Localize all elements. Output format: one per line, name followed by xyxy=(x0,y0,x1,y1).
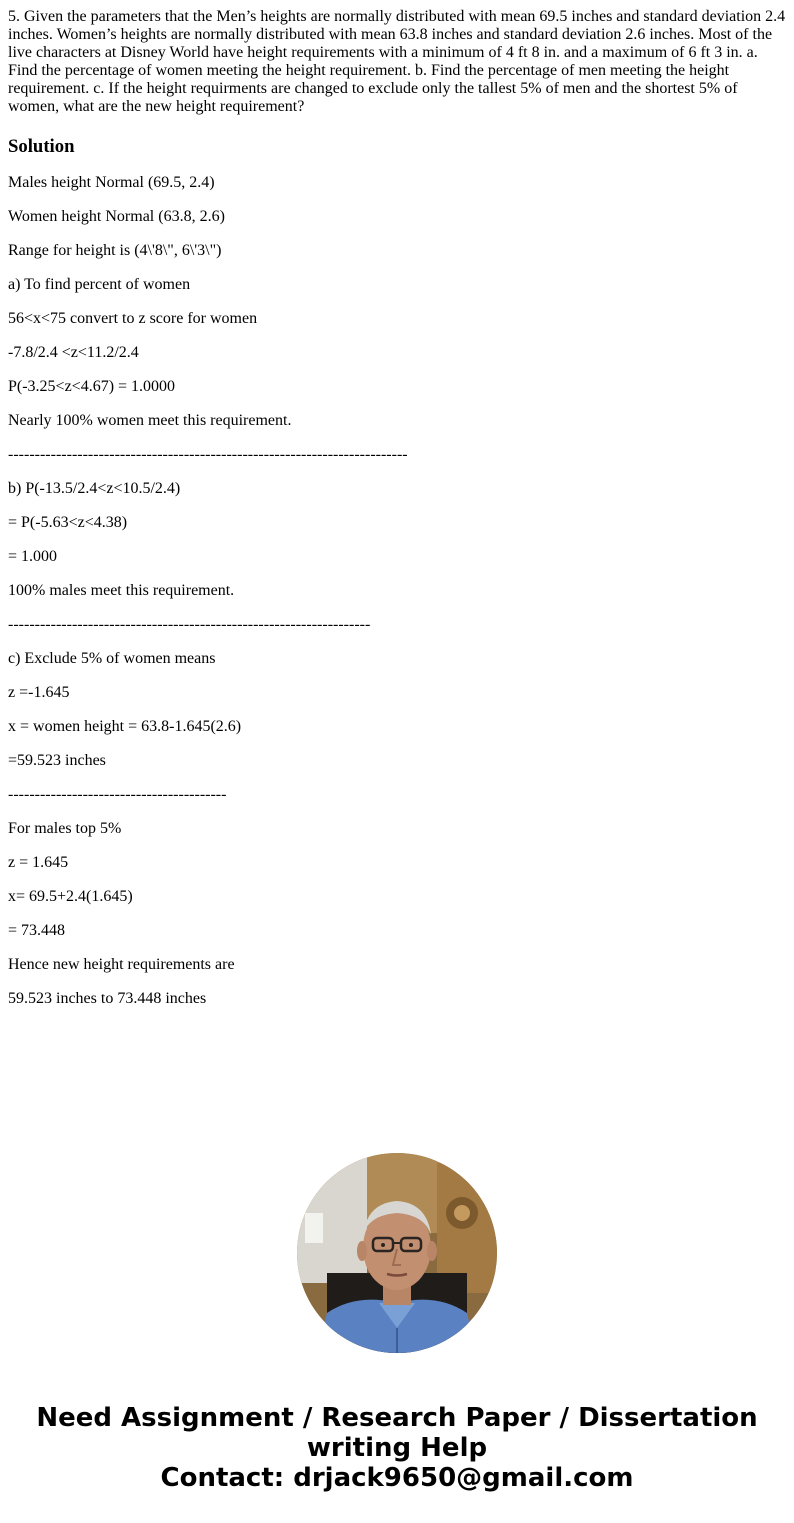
solution-lines xyxy=(8,174,788,1008)
solution-line: a) To find percent of women xyxy=(8,276,191,293)
solution-line: Males height Normal (69.5, 2.4) xyxy=(8,174,215,191)
solution-line: c) Exclude 5% of women means xyxy=(8,650,216,667)
solution-line: P(-3.25<z<4.67) = 1.0000 xyxy=(8,378,176,395)
solution-line: z =-1.645 xyxy=(8,684,70,701)
solution-line: Women height Normal (63.8, 2.6) xyxy=(8,208,225,225)
promo-contact: Contact: drjack9650@gmail.com xyxy=(160,1463,634,1493)
solution-line: For males top 5% xyxy=(8,820,122,837)
solution-line: -7.8/2.4 <z<11.2/2.4 xyxy=(8,344,139,361)
solution-line: =59.523 inches xyxy=(8,752,106,769)
solution-line: = 73.448 xyxy=(8,922,66,939)
solution-line: x = women height = 63.8-1.645(2.6) xyxy=(8,718,242,735)
promo-footer xyxy=(0,1403,794,1493)
promo-line-2: writing Help xyxy=(306,1433,488,1463)
solution-line: Range for height is (4\'8\", 6\'3\") xyxy=(8,242,222,259)
document-body xyxy=(8,8,788,1024)
solution-line: = 1.000 xyxy=(8,548,58,565)
promo-line-1: Need Assignment / Research Paper / Dissertation xyxy=(36,1403,758,1433)
tutor-portrait-image xyxy=(297,1153,497,1353)
solution-line: x= 69.5+2.4(1.645) xyxy=(8,888,133,905)
solution-line: z = 1.645 xyxy=(8,854,69,871)
solution-line: 100% males meet this requirement. xyxy=(8,582,235,599)
solution-line: = P(-5.63<z<4.38) xyxy=(8,514,128,531)
solution-line: Nearly 100% women meet this requirement. xyxy=(8,412,292,429)
tutor-avatar xyxy=(297,1153,497,1353)
separator-line: ----------------------------------------- xyxy=(8,786,227,803)
solution-line: b) P(-13.5/2.4<z<10.5/2.4) xyxy=(8,480,181,497)
question-text: 5. Given the parameters that the Men’s heights are normally distributed with mean 69.5 inches and standard deviation 2.4 inches. Women’s heights are normally distributed with mean 63.8 inches and standard deviation 2.6 inches. Most of the live characters at Disney World have height requirements with a minimum of 4 ft 8 in. and a maximum of 6 ft 3 in. a. Find the percentage of women meeting the height requirement. b. Find the percentage of men meeting the height requirement. c. If the height requirments are changed to exclude only the tallest 5% of men and the shortest 5% of women, what are the new height requirement? xyxy=(8,8,786,115)
solution-line: 56<x<75 convert to z score for women xyxy=(8,310,258,327)
separator-line: -------------------------------------------------------------------- xyxy=(8,616,371,633)
solution-line: Hence new height requirements are xyxy=(8,956,235,973)
separator-line: --------------------------------------------------------------------------- xyxy=(8,446,408,463)
solution-line: 59.523 inches to 73.448 inches xyxy=(8,990,207,1007)
solution-heading: Solution xyxy=(8,136,75,157)
